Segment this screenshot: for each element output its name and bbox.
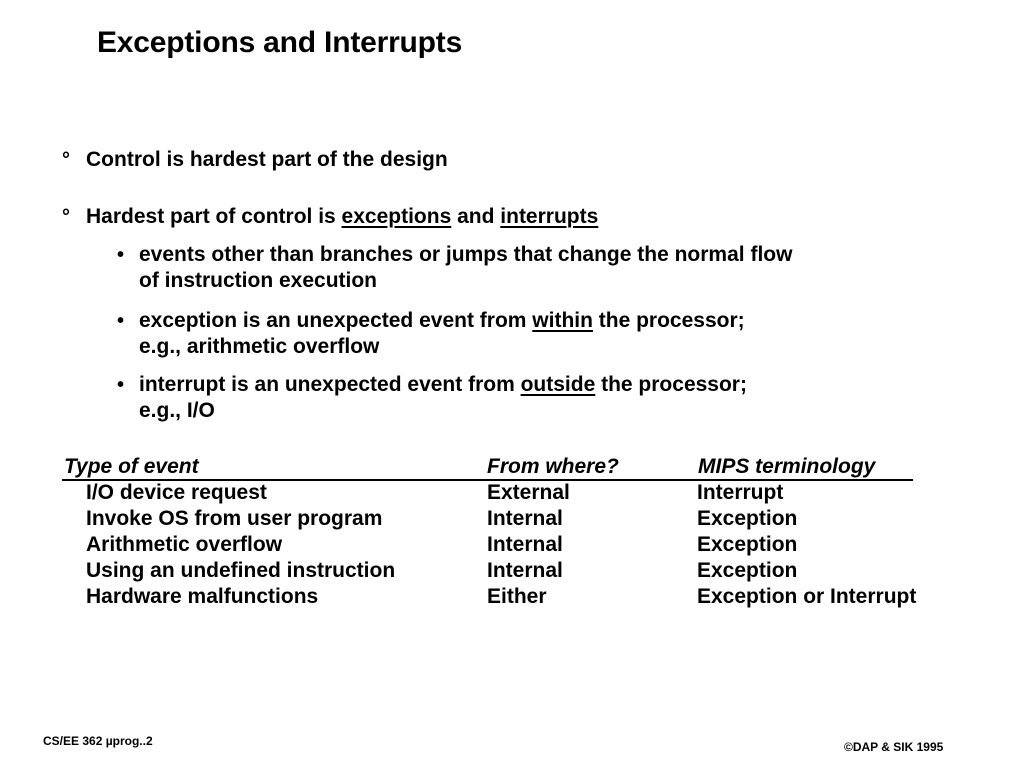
term-outside: outside [520,373,596,396]
degree-bullet-icon: ° [62,149,70,171]
table-row-1-term: Interrupt [697,481,784,504]
table-row-2-term: Exception [697,507,798,530]
header-type-of-event: Type of event [64,455,199,478]
dot-bullet-icon: • [117,310,125,332]
dot-bullet-icon: • [117,244,125,266]
degree-bullet-icon: ° [62,206,70,228]
table-row-5-type: Hardware malfunctions [86,585,319,608]
table-row-2-source: Internal [487,507,563,530]
sub-bullet-3 [117,372,747,422]
header-from-where: From where? [487,455,619,478]
sub-bullet-3-suffix: the processor; [595,373,747,396]
term-interrupts: interrupts [500,205,599,228]
footer-course-label: CS/EE 362 µprog..2 [43,734,153,748]
table-row-4-source: Internal [487,559,563,582]
bullet-2-middle: and [451,205,501,228]
term-within: within [532,309,593,332]
table-row-3-source: Internal [487,533,563,556]
bullet-2-prefix: Hardest part of control is [86,205,342,228]
sub-bullet-1-line-1: events other than branches or jumps that change the normal flow [139,243,793,266]
table-row-5-term: Exception or Interrupt [697,585,917,608]
bullet-1 [62,147,448,173]
sub-bullet-3-line-2: e.g., I/O [139,399,215,422]
table-row-3-term: Exception [697,533,798,556]
table-row-1-source: External [487,481,570,504]
sub-bullet-1 [117,242,793,292]
bullet-2-text [86,204,598,230]
sub-bullet-2-suffix: the processor; [592,309,745,332]
sub-bullet-3-text [139,372,747,424]
sub-bullet-3-prefix: interrupt is an unexpected event from [139,373,521,396]
sub-bullet-2-line-1 [139,308,745,334]
term-exceptions: exceptions [341,205,452,228]
table-row-1-type: I/O device request [86,481,267,504]
sub-bullet-2-prefix: exception is an unexpected event from [139,309,533,332]
slide-title: Exceptions and Interrupts [97,26,463,59]
sub-bullet-3-line-1 [139,372,747,398]
sub-bullet-2-line-2: e.g., arithmetic overflow [139,335,380,358]
bullet-2 [62,204,599,230]
header-mips-terminology: MIPS terminology [698,455,876,478]
bullet-1-text: Control is hardest part of the design [86,148,448,171]
table-row-4-term: Exception [697,559,798,582]
table-row-2-type: Invoke OS from user program [86,507,383,530]
footer-copyright: ©DAP & SIK 1995 [844,740,944,754]
dot-bullet-icon: • [117,374,125,396]
sub-bullet-2 [117,308,745,358]
table-row-5-source: Either [487,585,547,608]
table-row-4-type: Using an undefined instruction [86,559,396,582]
sub-bullet-2-text [139,308,745,360]
table-row-3-type: Arithmetic overflow [86,533,283,556]
sub-bullet-1-text [139,242,792,294]
sub-bullet-1-line-2: of instruction execution [139,269,378,292]
